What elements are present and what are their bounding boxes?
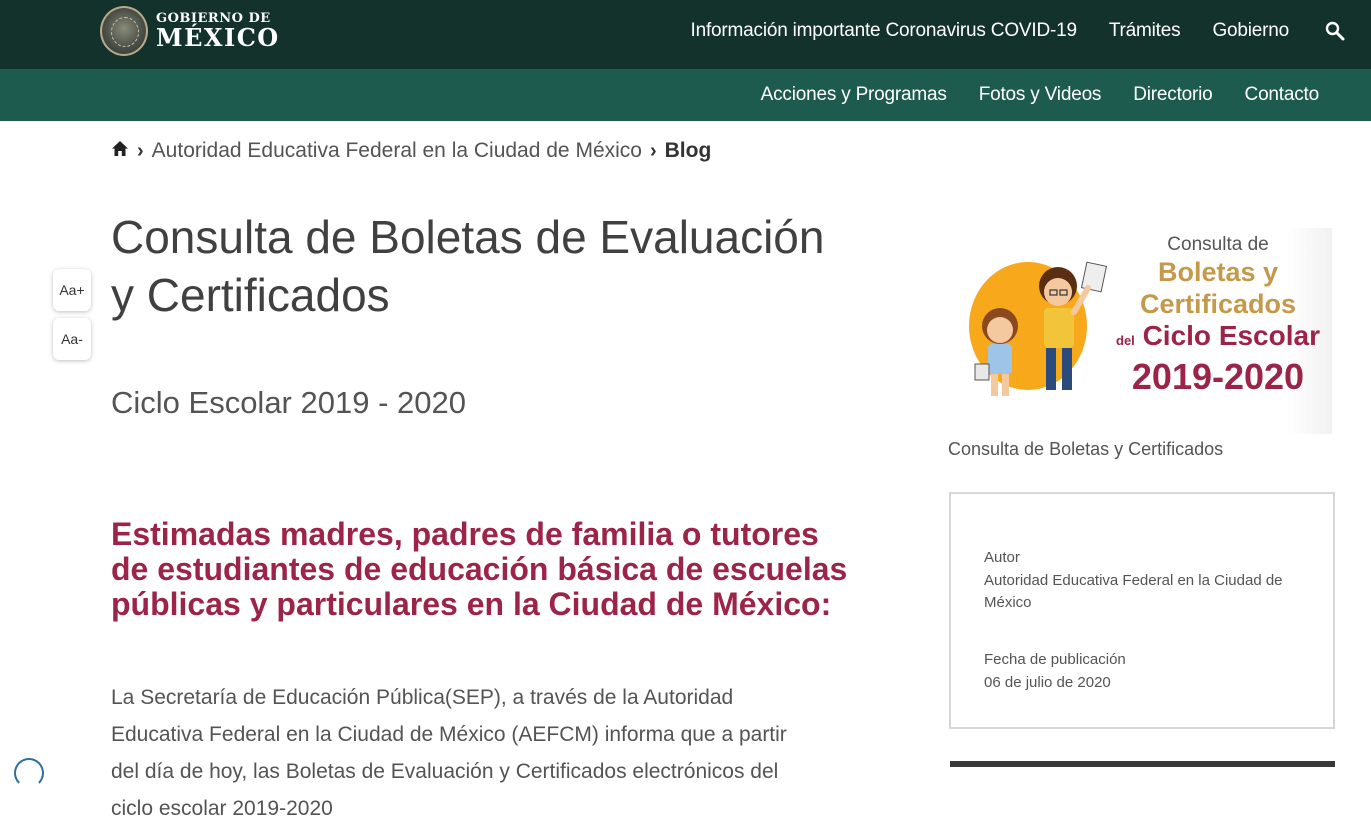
sub-nav bbox=[729, 69, 1319, 121]
logo-text bbox=[156, 12, 280, 50]
promo-line4 bbox=[1108, 320, 1328, 357]
date-label: Fecha de publicación bbox=[984, 651, 1126, 668]
promo-line4-text: Ciclo Escolar bbox=[1143, 320, 1320, 351]
author-label: Autor bbox=[984, 549, 1020, 566]
breadcrumb bbox=[111, 139, 711, 163]
subnav-fotos-videos[interactable]: Fotos y Videos bbox=[979, 84, 1102, 106]
font-decrease-button[interactable]: Aa- bbox=[53, 318, 91, 360]
chevron-right-icon: › bbox=[650, 140, 657, 163]
promo-image[interactable] bbox=[960, 228, 1332, 434]
promo-line5: 2019-2020 bbox=[1108, 357, 1328, 397]
date-value: 06 de julio de 2020 bbox=[984, 672, 1314, 694]
accessibility-icon[interactable] bbox=[14, 758, 44, 788]
subnav-directorio[interactable]: Directorio bbox=[1133, 84, 1212, 106]
national-seal-icon bbox=[100, 6, 148, 56]
top-header bbox=[0, 0, 1371, 69]
gobierno-logo[interactable] bbox=[100, 6, 280, 56]
logo-line2: MÉXICO bbox=[156, 26, 280, 50]
subnav-contacto[interactable]: Contacto bbox=[1245, 84, 1319, 106]
students-illustration-icon bbox=[970, 246, 1120, 416]
lead-heading: Estimadas madres, padres de familia o tutores de estudiantes de educación básica de escuelas públicas y particulares en la Ciudad de México: bbox=[111, 517, 851, 622]
nav-link-gobierno[interactable]: Gobierno bbox=[1212, 20, 1289, 42]
author-value: Autoridad Educativa Federal en la Ciudad de México bbox=[984, 570, 1314, 614]
sidebar-next-block bbox=[950, 761, 1335, 767]
article-paragraph: La Secretaría de Educación Pública(SEP), a través de la Autoridad Educativa Federal en la Ciudad de México (AEFCM) informa que a partir del día de hoy, las Boletas de Evaluación y Certificados electrónicos del ciclo escolar 2019-2020 bbox=[111, 679, 811, 827]
promo-line1: Consulta de bbox=[1108, 234, 1328, 256]
font-increase-button[interactable]: Aa+ bbox=[53, 269, 91, 311]
home-icon[interactable] bbox=[111, 139, 129, 163]
top-nav bbox=[659, 0, 1371, 62]
nav-link-covid[interactable]: Información importante Coronavirus COVID-19 bbox=[691, 20, 1077, 42]
promo-line3: Certificados bbox=[1108, 288, 1328, 320]
page-title: Consulta de Boletas de Evaluación y Certificados bbox=[111, 208, 831, 324]
subnav-acciones-programas[interactable]: Acciones y Programas bbox=[761, 84, 947, 106]
promo-line2: Boletas y bbox=[1108, 256, 1328, 288]
chevron-right-icon: › bbox=[137, 140, 144, 163]
promo-line4-prefix: del bbox=[1116, 333, 1135, 348]
sub-header bbox=[0, 69, 1371, 121]
logo-line1: GOBIERNO DE bbox=[156, 12, 280, 25]
nav-link-tramites[interactable]: Trámites bbox=[1109, 20, 1181, 42]
search-icon[interactable] bbox=[1307, 0, 1363, 62]
publication-info-box bbox=[949, 492, 1335, 729]
page-subtitle: Ciclo Escolar 2019 - 2020 bbox=[111, 385, 466, 421]
breadcrumb-current: Blog bbox=[665, 139, 712, 163]
promo-text bbox=[1108, 234, 1328, 397]
promo-caption: Consulta de Boletas y Certificados bbox=[948, 439, 1223, 460]
breadcrumb-aefcm[interactable]: Autoridad Educativa Federal en la Ciudad de México bbox=[152, 139, 642, 163]
